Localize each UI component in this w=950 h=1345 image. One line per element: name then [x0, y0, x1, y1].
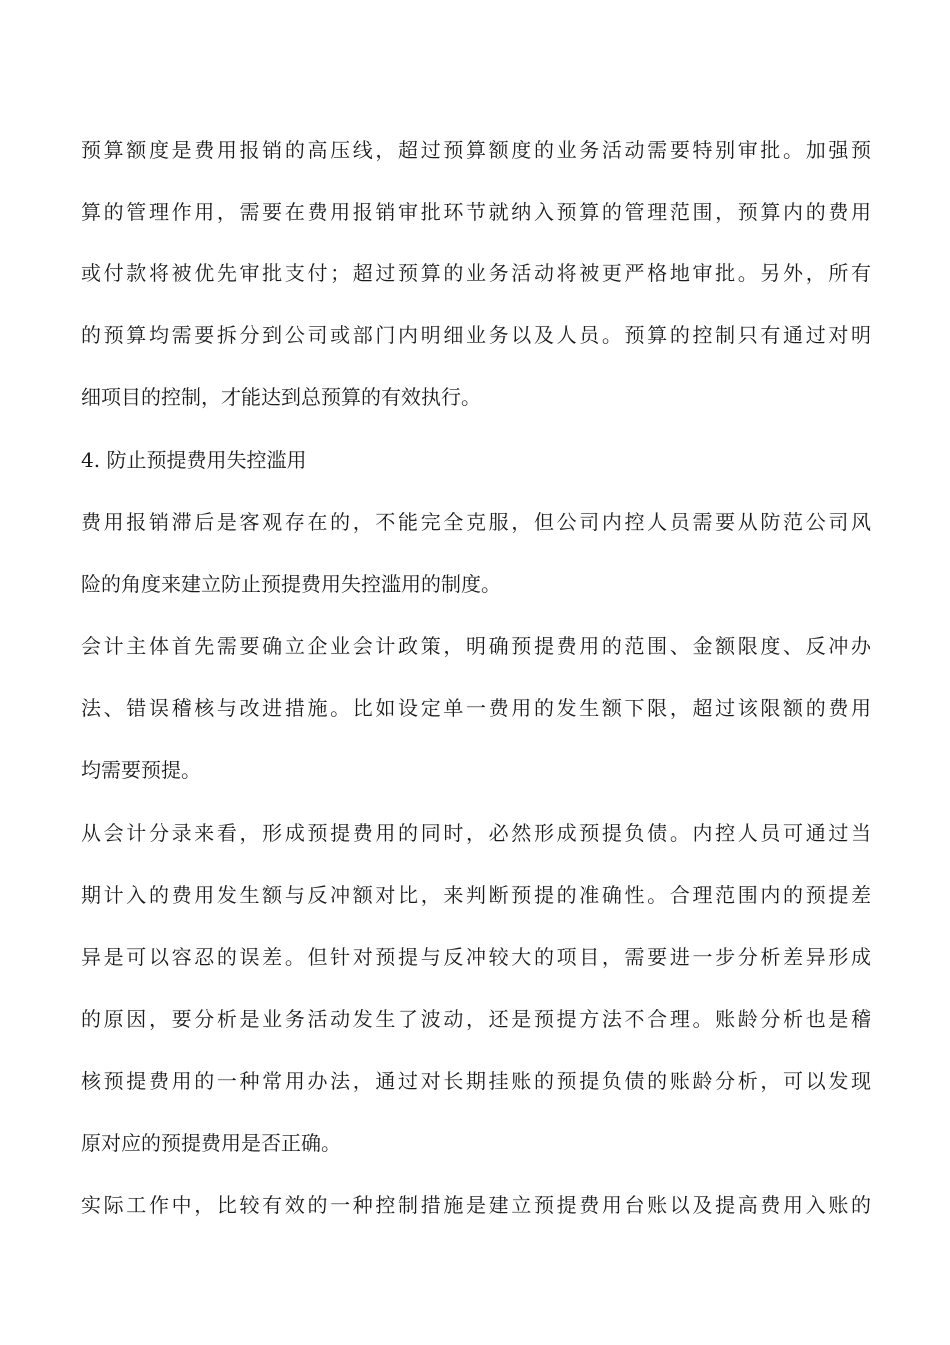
- paragraph-line: 原对应的预提费用是否正确。: [81, 1131, 341, 1155]
- paragraph-line: 的原因，要分析是业务活动发生了波动，还是预提方法不合理。账龄分析也是稽: [81, 1007, 871, 1031]
- paragraph-line: 法、错误稽核与改进措施。比如设定单一费用的发生额下限，超过该限额的费用: [81, 696, 871, 720]
- paragraph-line: 期计入的费用发生额与反冲额对比，来判断预提的准确性。合理范围内的预提差: [81, 883, 871, 907]
- paragraph-line: 实际工作中，比较有效的一种控制措施是建立预提费用台账以及提高费用入账的: [81, 1193, 871, 1217]
- paragraph-line: 险的角度来建立防止预提费用失控滥用的制度。: [81, 572, 501, 596]
- paragraph-line: 的预算均需要拆分到公司或部门内明细业务以及人员。预算的控制只有通过对明: [81, 323, 871, 347]
- paragraph-line: 或付款将被优先审批支付；超过预算的业务活动将被更严格地审批。另外，所有: [81, 261, 871, 285]
- section-heading: 4. 防止预提费用失控滥用: [81, 448, 307, 472]
- paragraph-line: 细项目的控制，才能达到总预算的有效执行。: [81, 385, 481, 409]
- paragraph-line: 从会计分录来看，形成预提费用的同时，必然形成预提负债。内控人员可通过当: [81, 821, 871, 845]
- paragraph-line: 会计主体首先需要确立企业会计政策，明确预提费用的范围、金额限度、反冲办: [81, 634, 871, 658]
- paragraph-line: 费用报销滞后是客观存在的，不能完全克服，但公司内控人员需要从防范公司风: [81, 510, 871, 534]
- paragraph-line: 预算额度是费用报销的高压线，超过预算额度的业务活动需要特别审批。加强预: [81, 138, 871, 162]
- paragraph-line: 异是可以容忍的误差。但针对预提与反冲较大的项目，需要进一步分析差异形成: [81, 945, 871, 969]
- paragraph-line: 算的管理作用，需要在费用报销审批环节就纳入预算的管理范围，预算内的费用: [81, 200, 871, 224]
- paragraph-line: 均需要预提。: [81, 758, 201, 782]
- paragraph-line: 核预提费用的一种常用办法，通过对长期挂账的预提负债的账龄分析，可以发现: [81, 1069, 871, 1093]
